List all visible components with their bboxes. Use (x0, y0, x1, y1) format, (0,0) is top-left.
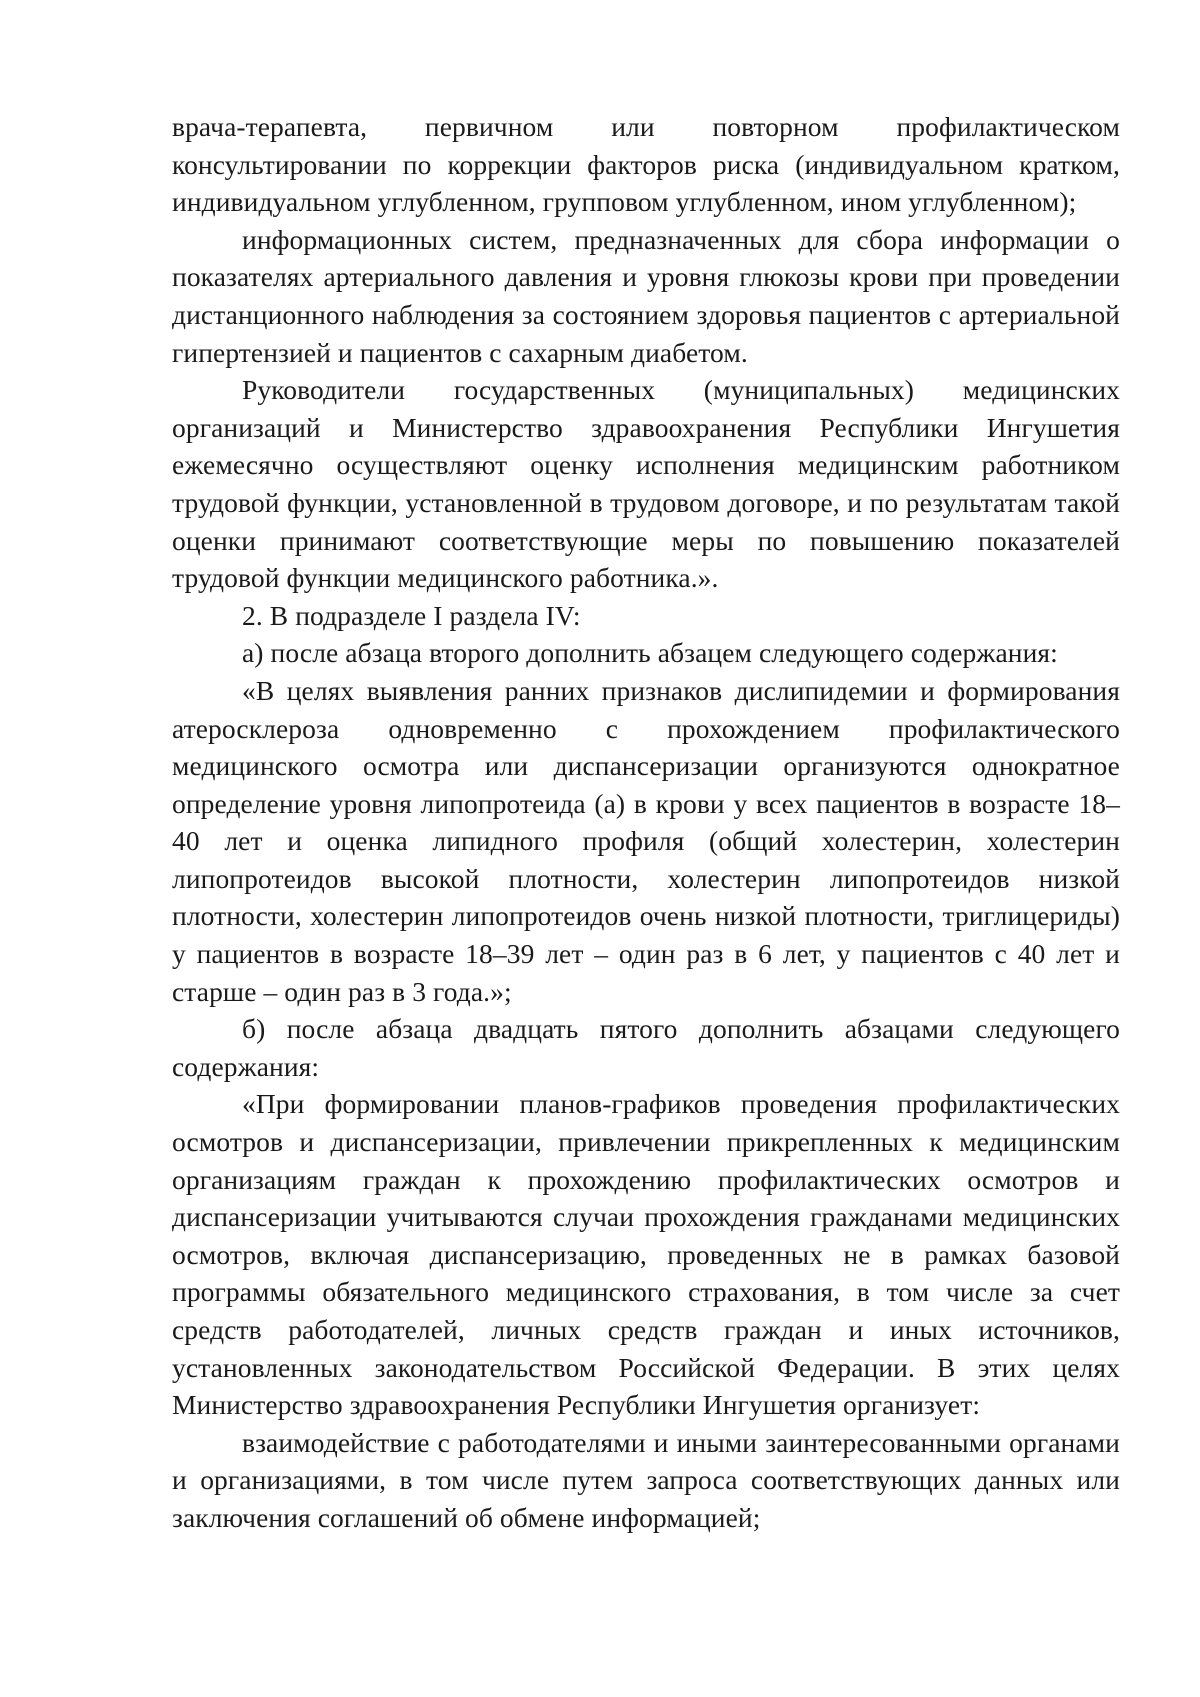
paragraph-4: 2. В подразделе I раздела IV: (242, 599, 581, 631)
paragraph-2: информационных систем, предназначенных для сбора информации о показателях артериального давления и уровня глюкозы крови при проведении дистанционного наблюдения за состоянием здоровья пациентов с артериальной гипертензией и пациентов с сахарным диабетом. (172, 223, 1120, 368)
paragraph-9: взаимодействие с работодателями и иными заинтересованными органами и организациями, в том числе путем запроса соответствующих данных или заключения соглашений об обмене информацией; (172, 1426, 1120, 1533)
document-body (172, 108, 1120, 1537)
paragraph-8: «При формировании планов-графиков проведения профилактических осмотров и диспансеризации, привлечении прикрепленных к медицинским организациям граждан к прохождению профилактических осмотров и диспансеризации учитываются случаи прохождения гражданами медицинских осмотров, включая диспансеризацию, проведенных не в рамках базовой программы обязательного медицинского страхования, в том числе за счет средств работодателей, личных средств граждан и иных источников, установленных законодательством Российской Федерации. В этих целях Министерство здравоохранения Республики Ингушетия организует: (172, 1088, 1120, 1421)
paragraph-3: Руководители государственных (муниципальных) медицинских организаций и Министерство здравоохранения Республики Ингушетия ежемесячно осуществляют оценку исполнения медицинским работником трудовой функции, установленной в трудовом договоре, и по результатам такой оценки принимают соответствующие меры по повышению показателей трудовой функции медицинского работника.». (172, 374, 1120, 594)
paragraph-1: врача-терапевта, первичном или повторном профилактическом консультировании по коррекции факторов риска (индивидуальном кратком, индивидуальном углубленном, групповом углубленном, ином углубленном); (172, 111, 1120, 218)
paragraph-6: «В целях выявления ранних признаков дислипидемии и формирования атеросклероза одновременно с прохождением профилактического медицинского осмотра или диспансеризации организуются однократное определение уровня липопротеида (а) в крови у всех пациентов в возрасте 18–40 лет и оценка липидного профиля (общий холестерин, холестерин липопротеидов высокой плотности, холестерин липопротеидов низкой плотности, холестерин липопротеидов очень низкой плотности, триглицериды) у пациентов в возрасте 18–39 лет – один раз в 6 лет, у пациентов с 40 лет и старше – один раз в 3 года.»; (172, 674, 1120, 1007)
paragraph-7: б) после абзаца двадцать пятого дополнить абзацами следующего содержания: (172, 1013, 1120, 1082)
paragraph-5: а) после абзаца второго дополнить абзацем следующего содержания: (242, 637, 1058, 669)
